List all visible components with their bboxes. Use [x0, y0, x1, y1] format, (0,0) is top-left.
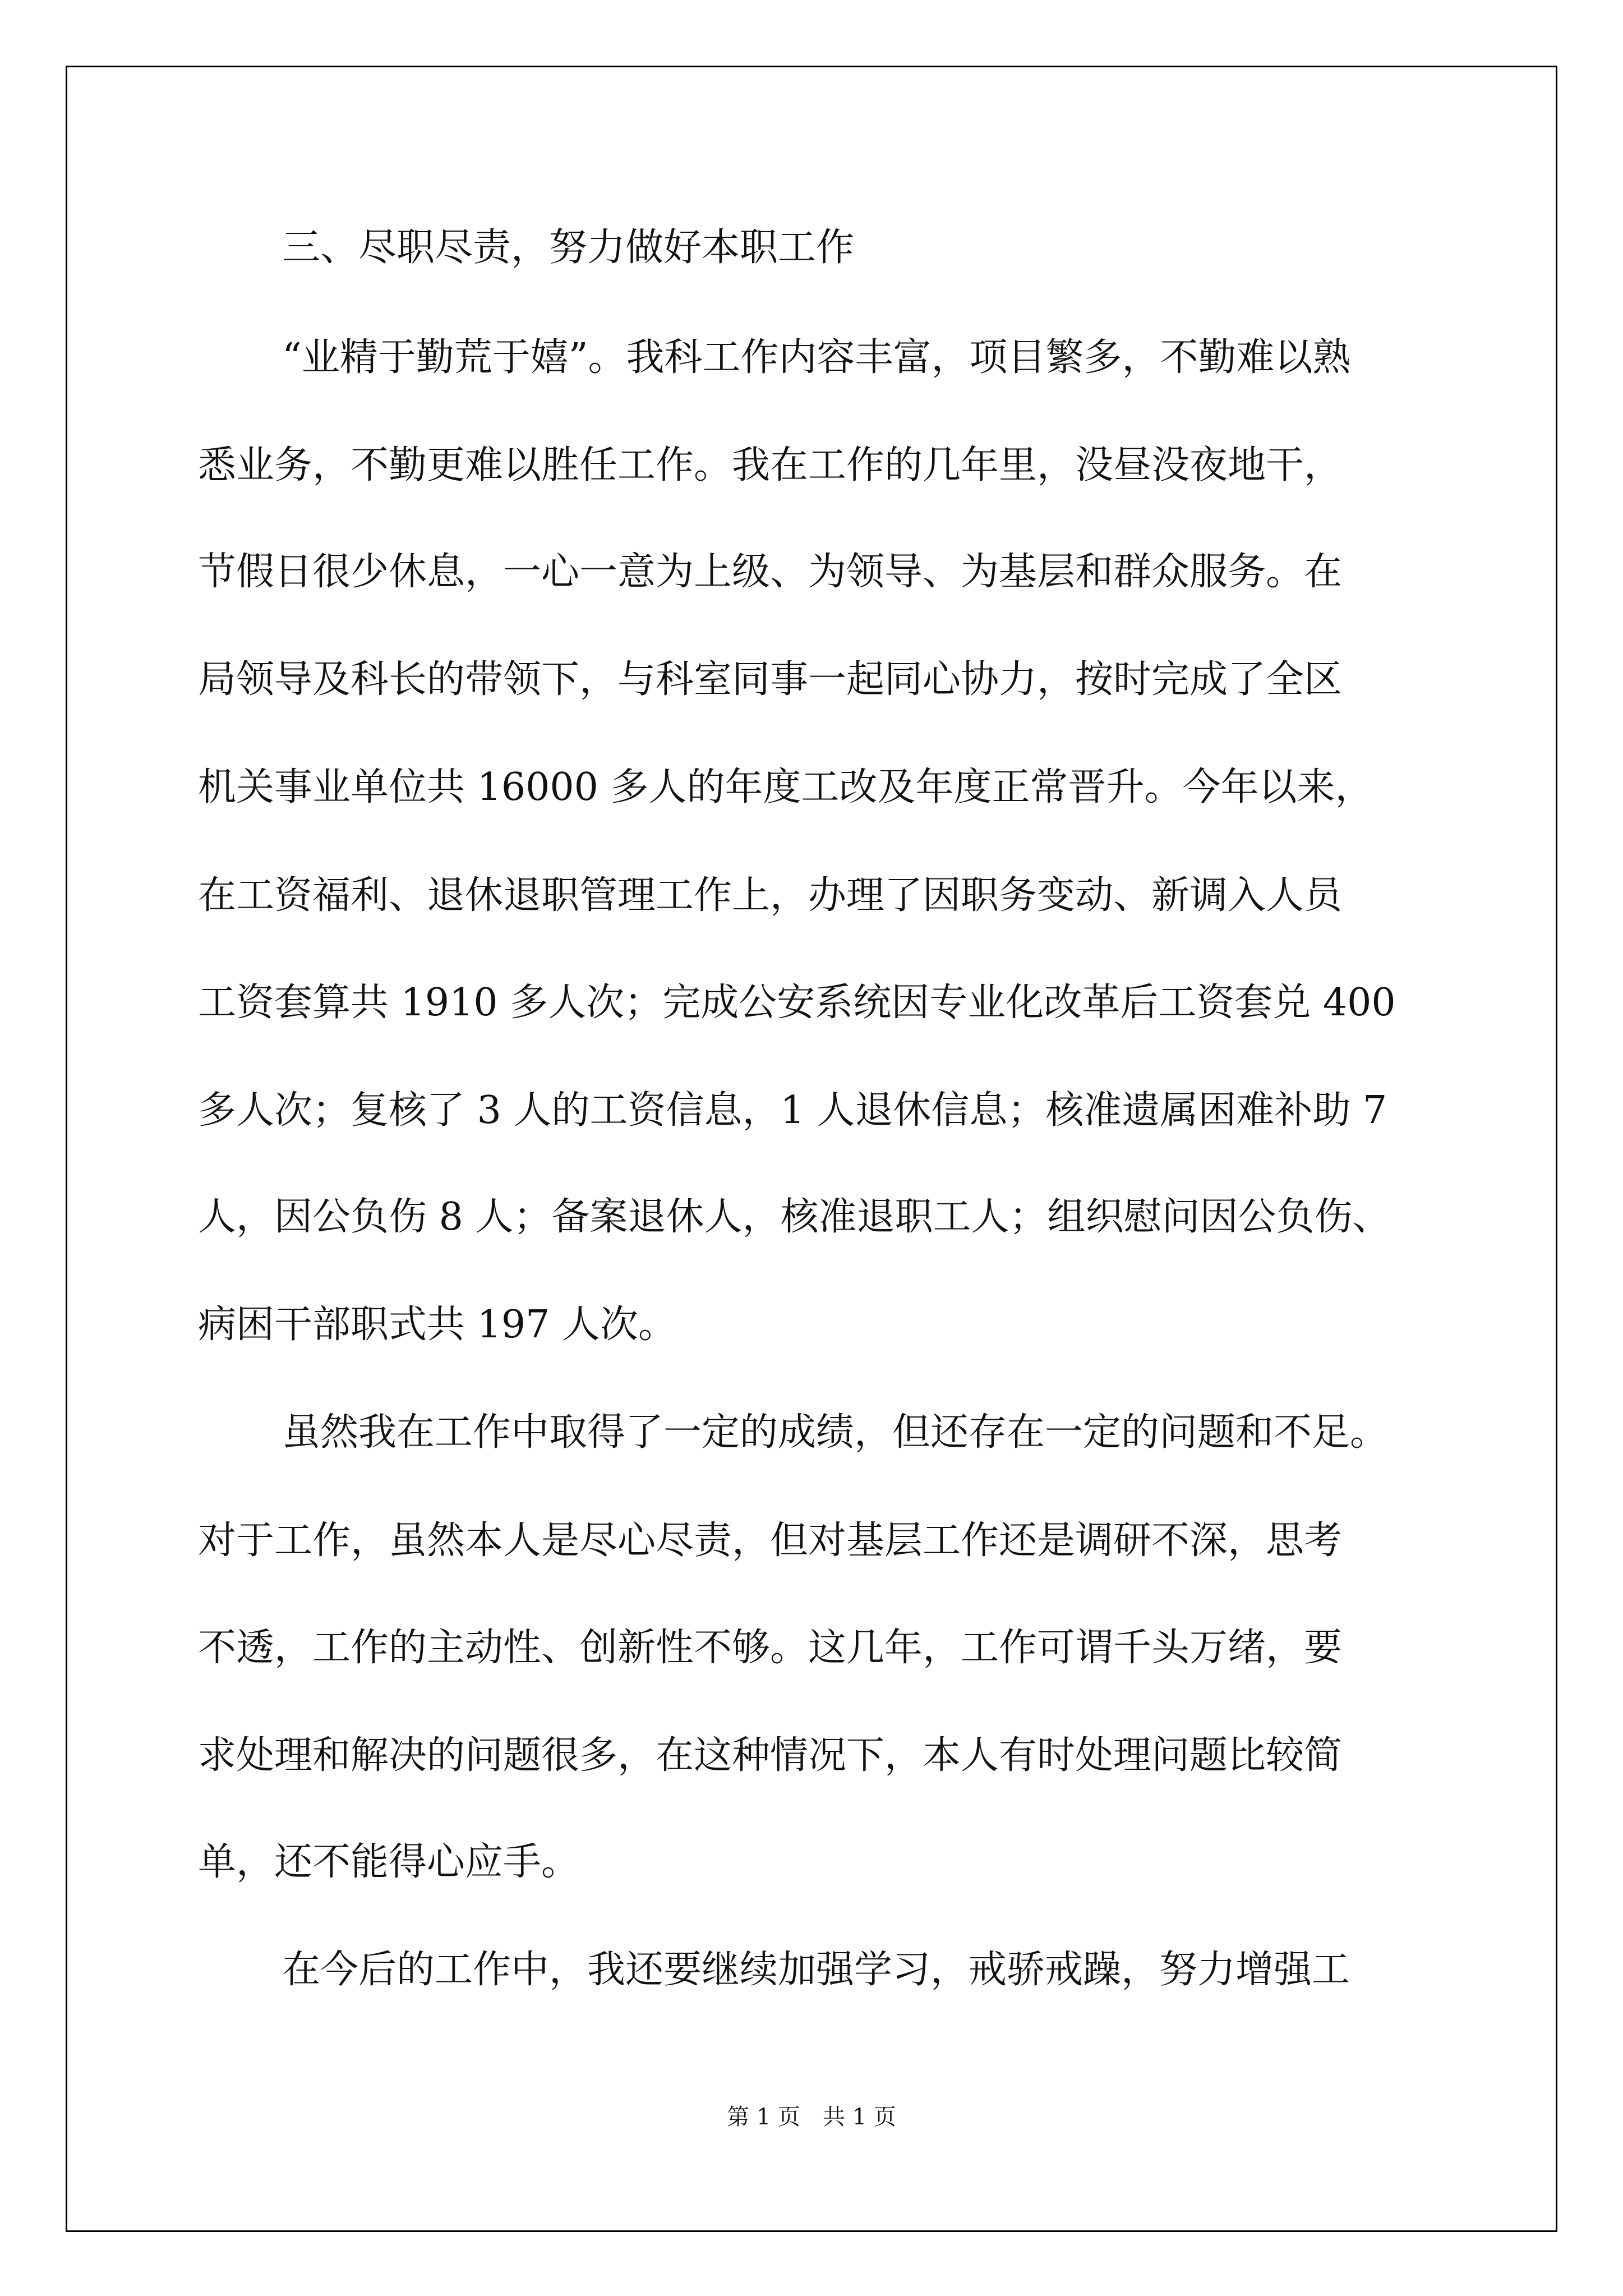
page-border [66, 66, 1557, 2232]
paragraph-line: 在工资福利、退休退职管理工作上，办理了因职务变动、新调入人员 [198, 873, 1343, 918]
paragraph-line: 人，因公负伤 8 人；备案退休人，核准退职工人；组织慰问因公负伤、 [198, 1195, 1391, 1239]
paragraph-line: 虽然我在工作中取得了一定的成绩，但还存在一定的问题和不足。 [282, 1410, 1389, 1455]
paragraph-line: 对于工作，虽然本人是尽心尽责，但对基层工作还是调研不深，思考 [198, 1519, 1343, 1563]
paragraph-line: 在今后的工作中，我还要继续加强学习，戒骄戒躁，努力增强工 [282, 1948, 1350, 1992]
paragraph-line: 求处理和解决的问题很多，在这种情况下，本人有时处理问题比较简 [198, 1733, 1343, 1778]
paragraph-line: 单，还不能得心应手。 [198, 1840, 580, 1884]
paragraph-line: 悉业务，不勤更难以胜任工作。我在工作的几年里，没昼没夜地干， [198, 443, 1343, 487]
paragraph-line: 节假日很少休息，一心一意为上级、为领导、为基层和群众服务。在 [198, 550, 1343, 594]
paragraph-line: 机关事业单位共 16000 多人的年度工改及年度正常晋升。今年以来， [198, 765, 1373, 809]
page-number-footer: 第 1 页 共 1 页 [727, 2104, 896, 2130]
paragraph-line: 不透，工作的主动性、创新性不够。这几年，工作可谓千头万绪，要 [198, 1626, 1343, 1670]
paragraph-line: 病困干部职式共 197 人次。 [198, 1303, 677, 1347]
section-heading: 三、尽职尽责，努力做好本职工作 [282, 226, 855, 270]
paragraph-line: 工资套算共 1910 多人次；完成公安系统因专业化改革后工资套兑 400 [198, 981, 1396, 1025]
paragraph-line: 局领导及科长的带领下，与科室同事一起同心协力，按时完成了全区 [198, 657, 1343, 702]
paragraph-line: 多人次；复核了 3 人的工资信息，1 人退休信息；核准遗属困难补助 7 [198, 1088, 1387, 1133]
paragraph-line: “业精于勤荒于嬉”。我科工作内容丰富，项目繁多，不勤难以熟 [282, 335, 1351, 380]
